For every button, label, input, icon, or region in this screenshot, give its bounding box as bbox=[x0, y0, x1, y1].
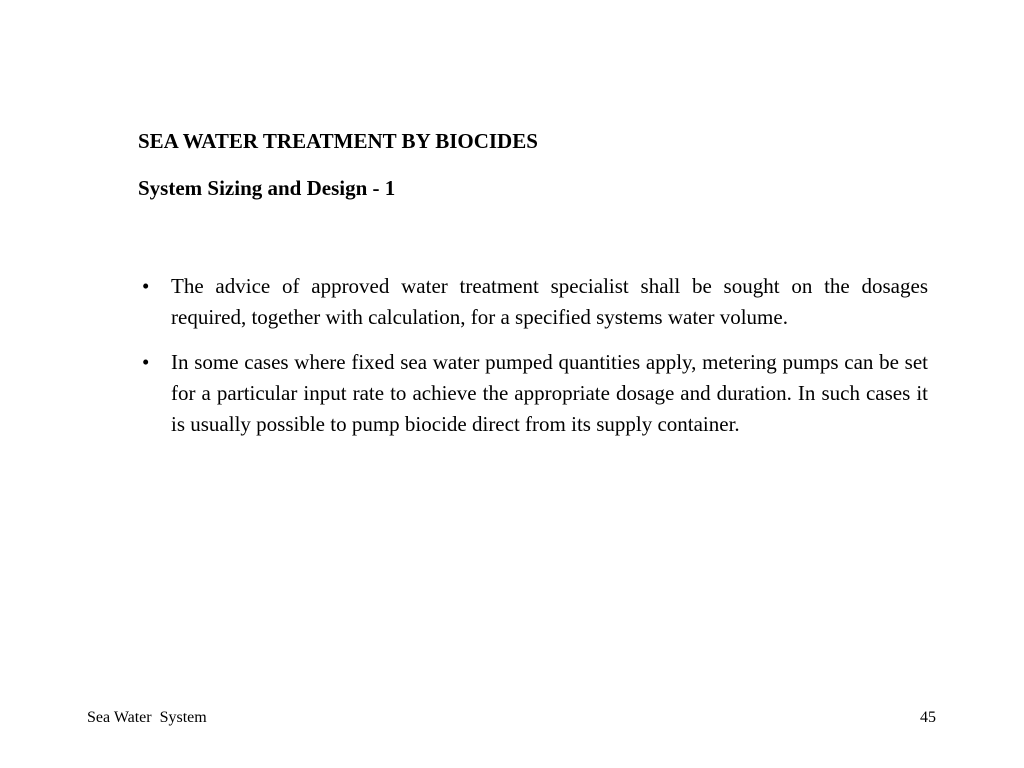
bullet-text: The advice of approved water treatment specialist shall be sought on the dosages required, together with calculation, for a specified systems water volume. bbox=[171, 274, 928, 329]
bullet-marker: • bbox=[142, 350, 150, 374]
bullet-marker: • bbox=[142, 274, 150, 298]
bullet-item bbox=[138, 347, 928, 440]
slide-title: SEA WATER TREATMENT BY BIOCIDES bbox=[138, 129, 538, 153]
slide-subtitle: System Sizing and Design - 1 bbox=[138, 176, 396, 200]
bullet-list bbox=[138, 271, 928, 454]
bullet-text: In some cases where fixed sea water pumped quantities apply, metering pumps can be set for a particular input rate to achieve the appropriate dosage and duration. In such cases it is usually possible to pump biocide direct from its supply container. bbox=[171, 350, 928, 436]
footer-caption: Sea Water System bbox=[87, 709, 207, 726]
page-number: 45 bbox=[920, 709, 936, 726]
bullet-item bbox=[138, 271, 928, 333]
